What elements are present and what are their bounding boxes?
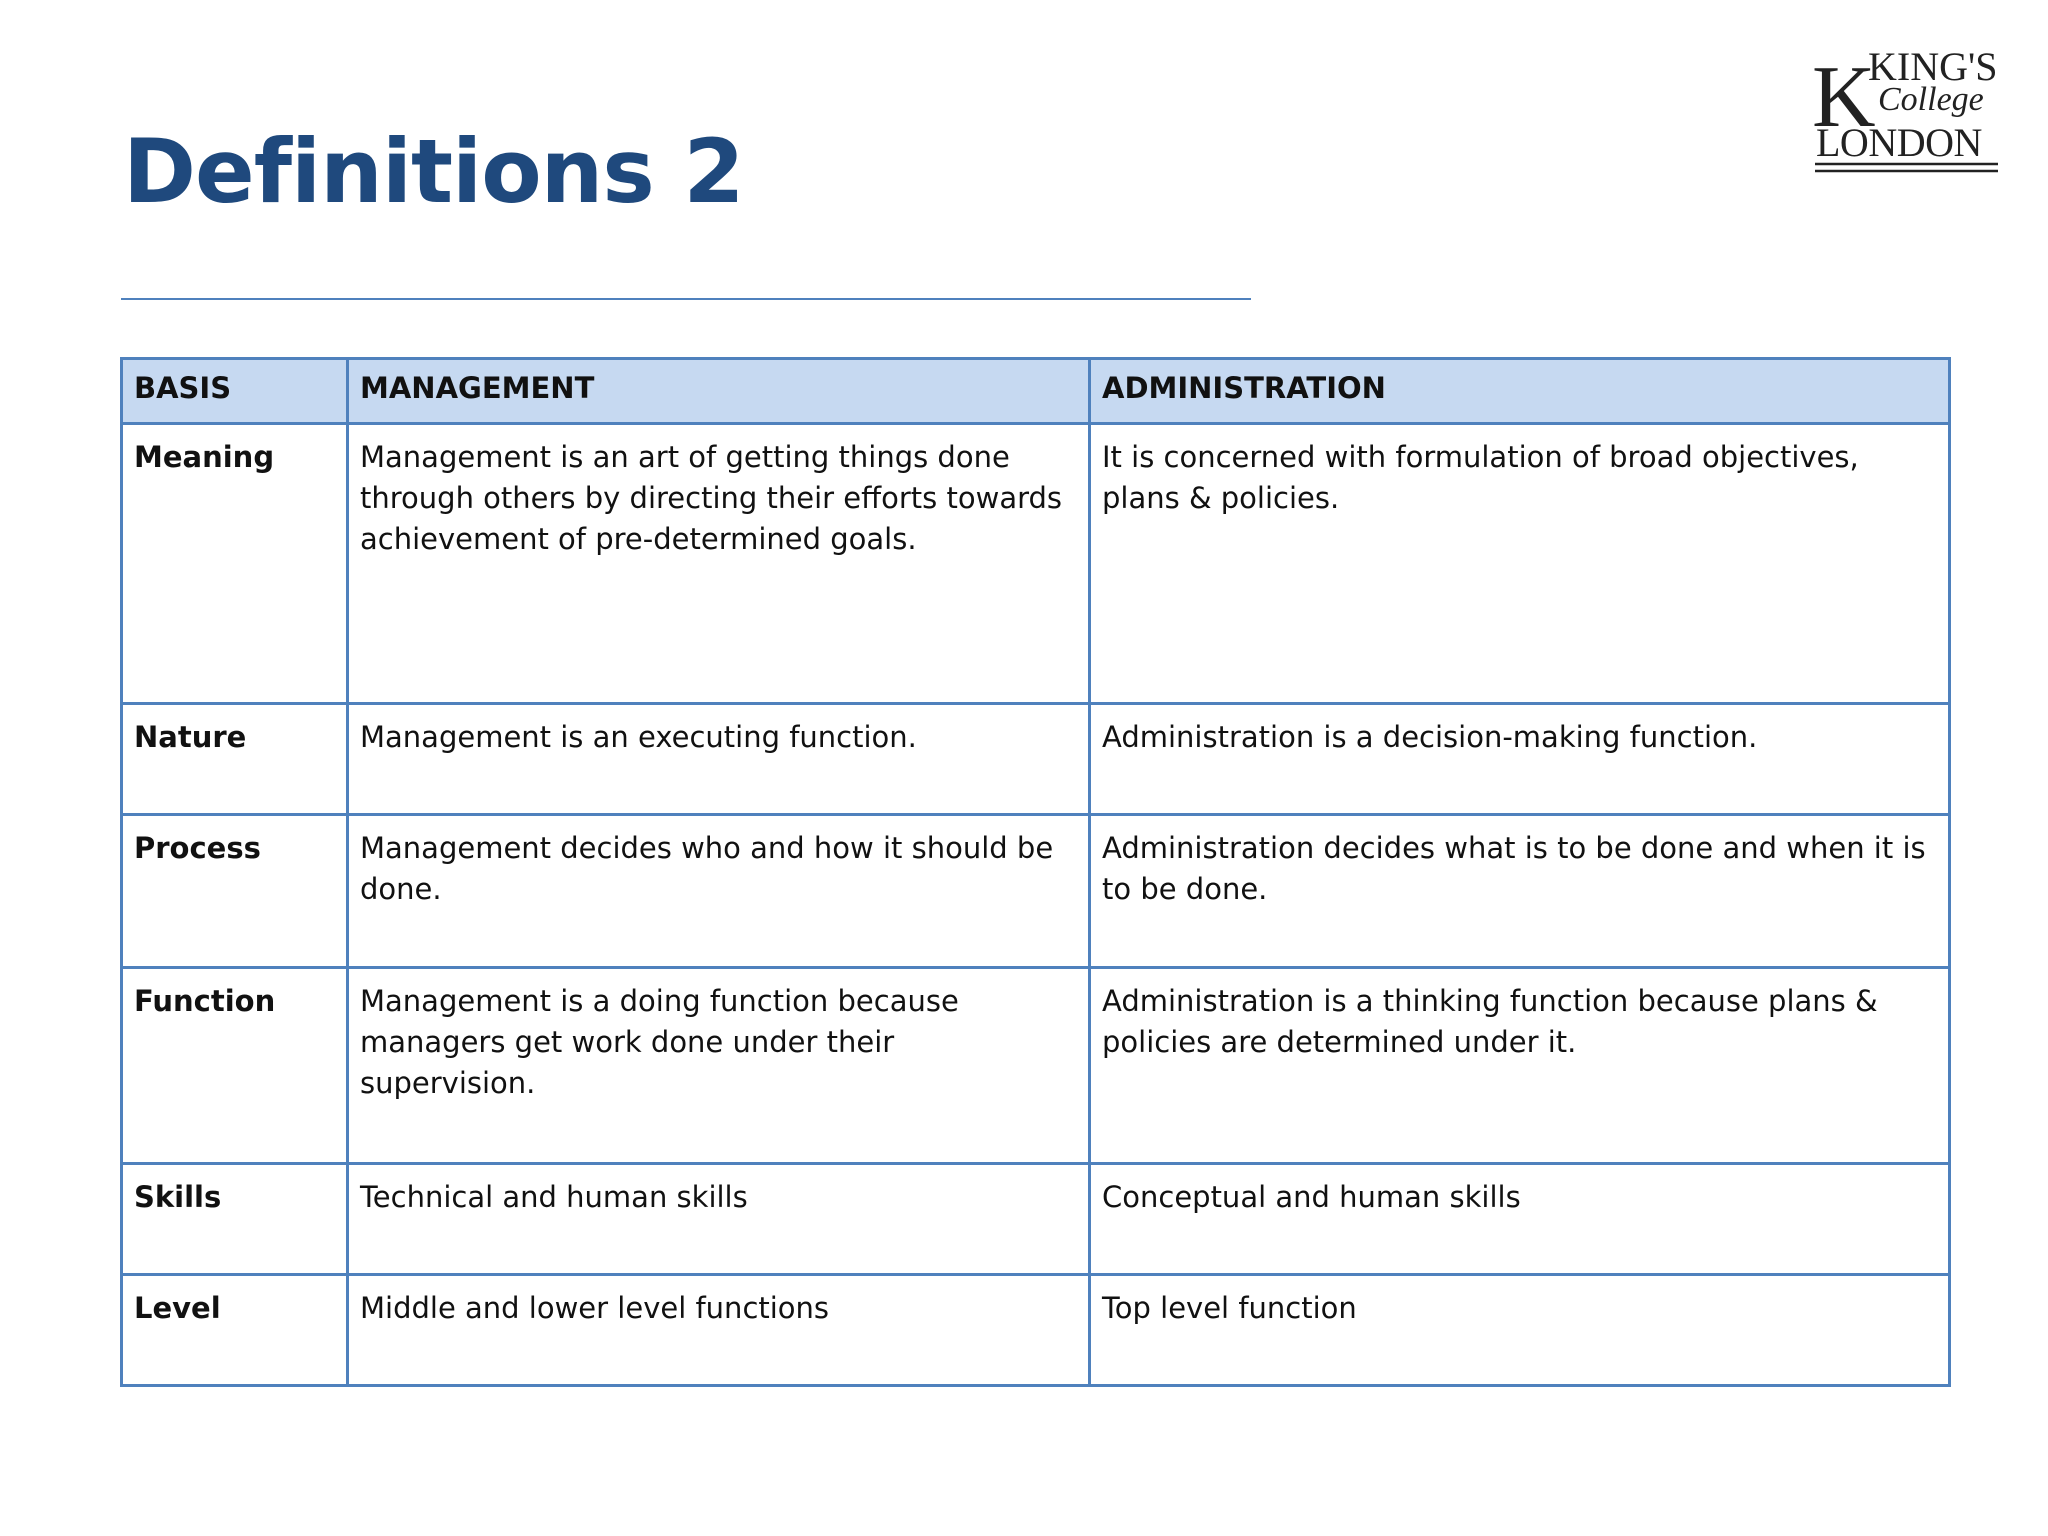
header-basis: BASIS	[122, 359, 348, 424]
logo-line-kings: KING'S	[1868, 44, 1998, 89]
logo-line-london: LONDON	[1816, 120, 1982, 165]
logo-line-college: College	[1878, 81, 1984, 118]
table-row-meaning	[122, 424, 1950, 704]
management-cell: Management decides who and how it should be done.	[348, 815, 1090, 968]
management-cell: Management is an art of getting things done through others by directing their efforts towards achievement of pre-determined goals.	[348, 424, 1090, 704]
table-row-process	[122, 815, 1950, 968]
basis-cell: Process	[122, 815, 348, 968]
administration-cell: Administration is a thinking function because plans & policies are determined under it.	[1090, 968, 1950, 1164]
administration-cell: Administration is a decision-making function.	[1090, 704, 1950, 815]
header-administration: ADMINISTRATION	[1090, 359, 1950, 424]
administration-cell: Conceptual and human skills	[1090, 1164, 1950, 1275]
management-cell: Middle and lower level functions	[348, 1275, 1090, 1386]
basis-cell: Function	[122, 968, 348, 1164]
definitions-table	[120, 357, 1951, 1387]
table-row-skills	[122, 1164, 1950, 1275]
title-divider	[121, 298, 1251, 300]
administration-cell: It is concerned with formulation of broad objectives, plans & policies.	[1090, 424, 1950, 704]
basis-cell: Level	[122, 1275, 348, 1386]
administration-cell: Administration decides what is to be done and when it is to be done.	[1090, 815, 1950, 968]
management-cell: Management is an executing function.	[348, 704, 1090, 815]
basis-cell: Nature	[122, 704, 348, 815]
header-management: MANAGEMENT	[348, 359, 1090, 424]
management-cell: Technical and human skills	[348, 1164, 1090, 1275]
table-row-function	[122, 968, 1950, 1164]
basis-cell: Meaning	[122, 424, 348, 704]
kings-college-london-logo	[1812, 42, 2002, 177]
administration-cell: Top level function	[1090, 1275, 1950, 1386]
slide-title: Definitions 2	[123, 120, 744, 223]
basis-cell: Skills	[122, 1164, 348, 1275]
management-cell: Management is a doing function because managers get work done under their supervision.	[348, 968, 1090, 1164]
table-header-row	[122, 359, 1950, 424]
table-row-level	[122, 1275, 1950, 1386]
svg-text:K: K	[1812, 49, 1876, 146]
table-row-nature	[122, 704, 1950, 815]
